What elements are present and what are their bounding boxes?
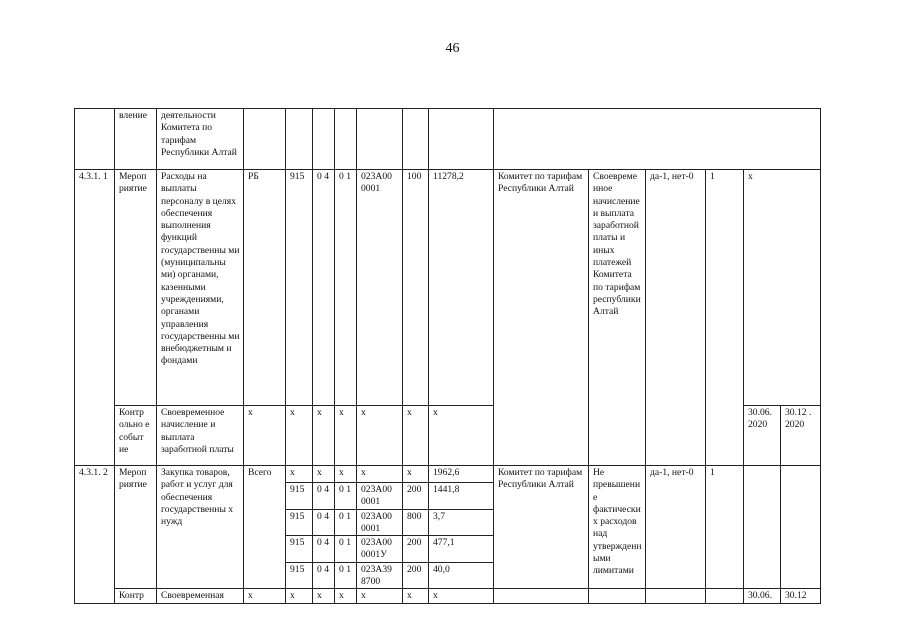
pr-code: 0 1 <box>335 536 357 563</box>
pr-code: 0 1 <box>335 170 357 406</box>
indicator: да-1, нет-0 <box>646 466 706 589</box>
pr-code: 0 1 <box>335 483 357 510</box>
expected-result: Своевреме нное начисление и выплата заработной платы и иных платежей Комитета по тарифам республики Алтай <box>589 170 646 466</box>
table-row <box>75 589 821 603</box>
executor: Комитет по тарифам Республики Алтай <box>494 170 589 466</box>
csr-code: 023А00 0001 <box>357 483 403 510</box>
indicator-value: 1 <box>706 466 744 589</box>
start-date: 30.06. 2020 <box>744 406 781 466</box>
vr-code: 200 <box>403 562 429 589</box>
x-mark: х <box>403 466 429 483</box>
x-mark: х <box>403 589 429 603</box>
amount: 3,7 <box>429 509 494 536</box>
x-mark: х <box>335 466 357 483</box>
x-mark: х <box>286 466 313 483</box>
pr-code: 0 1 <box>335 562 357 589</box>
x-mark: х <box>313 589 335 603</box>
rz-code: 0 4 <box>313 509 335 536</box>
x-mark: х <box>244 406 286 466</box>
csr-code: 023А00 0001 <box>357 509 403 536</box>
row-type: Контр <box>115 589 157 603</box>
rz-code: 0 4 <box>313 483 335 510</box>
indicator: да-1, нет-0 <box>646 170 706 466</box>
grbs-code: 915 <box>286 562 313 589</box>
row-type: Контр ольно е событ ие <box>115 406 157 466</box>
csr-code: 023А39 8700 <box>357 562 403 589</box>
amount: 11278,2 <box>429 170 494 406</box>
grbs-code: 915 <box>286 170 313 406</box>
row-description: Своевременная <box>157 589 244 603</box>
end-date: 30.12 . 2020 <box>781 406 821 466</box>
executor: Комитет по тарифам Республики Алтай <box>494 466 589 589</box>
program-table <box>74 108 821 604</box>
grbs-code: 915 <box>286 536 313 563</box>
amount: 477,1 <box>429 536 494 563</box>
x-mark: х <box>357 406 403 466</box>
rz-code: 0 4 <box>313 562 335 589</box>
x-mark: х <box>313 406 335 466</box>
amount: 40,0 <box>429 562 494 589</box>
grbs-code: 915 <box>286 509 313 536</box>
x-mark: х <box>357 466 403 483</box>
rz-code: 0 4 <box>313 536 335 563</box>
x-mark: х <box>313 466 335 483</box>
x-mark: х <box>335 589 357 603</box>
pr-code: 0 1 <box>335 509 357 536</box>
indicator-value: 1 <box>706 170 744 466</box>
vr-code: 200 <box>403 536 429 563</box>
amount: 1441,8 <box>429 483 494 510</box>
x-mark: х <box>286 589 313 603</box>
vr-code: 800 <box>403 509 429 536</box>
row-number: 4.3.1. 2 <box>75 466 115 604</box>
end-date: 30.12 <box>781 589 821 603</box>
row-type: Мероп риятие <box>115 170 157 406</box>
row-description: Закупка товаров, работ и услуг для обеспечения государственны х нужд <box>157 466 244 589</box>
row-description: Расходы на выплаты персоналу в целях обеспечения выполнения функций государственны ми (муниципальны ми) органами, казенными учреждениями, органами управления государственны ми внебюджетным и фондами <box>157 170 244 406</box>
expected-result: Не превышени е фактически х расходов над утвержденн ыми лимитами <box>589 466 646 589</box>
funding-source: Всего <box>244 466 286 589</box>
table-row <box>75 170 821 406</box>
start-date: 30.06. <box>744 589 781 603</box>
x-mark: х <box>244 589 286 603</box>
x-mark: х <box>429 589 494 603</box>
table-row <box>75 466 821 483</box>
page-number: 46 <box>445 41 460 56</box>
grbs-code: 915 <box>286 483 313 510</box>
x-mark: х <box>286 406 313 466</box>
x-mark: х <box>335 406 357 466</box>
amount: 1962,6 <box>429 466 494 483</box>
table-row <box>75 109 821 170</box>
rz-code: 0 4 <box>313 170 335 406</box>
funding-source: РБ <box>244 170 286 406</box>
vr-code: 200 <box>403 483 429 510</box>
csr-code: 023А00 0001У <box>357 536 403 563</box>
row-description: деятельности Комитета по тарифам Республики Алтай <box>157 109 244 170</box>
x-mark: х <box>744 170 821 406</box>
row-type: вление <box>115 109 157 170</box>
vr-code: 100 <box>403 170 429 406</box>
row-description: Своевременное начисление и выплата заработной платы <box>157 406 244 466</box>
row-type: Мероп риятие <box>115 466 157 589</box>
x-mark: х <box>403 406 429 466</box>
row-number: 4.3.1. 1 <box>75 170 115 466</box>
x-mark: х <box>429 406 494 466</box>
x-mark: х <box>357 589 403 603</box>
csr-code: 023А00 0001 <box>357 170 403 406</box>
